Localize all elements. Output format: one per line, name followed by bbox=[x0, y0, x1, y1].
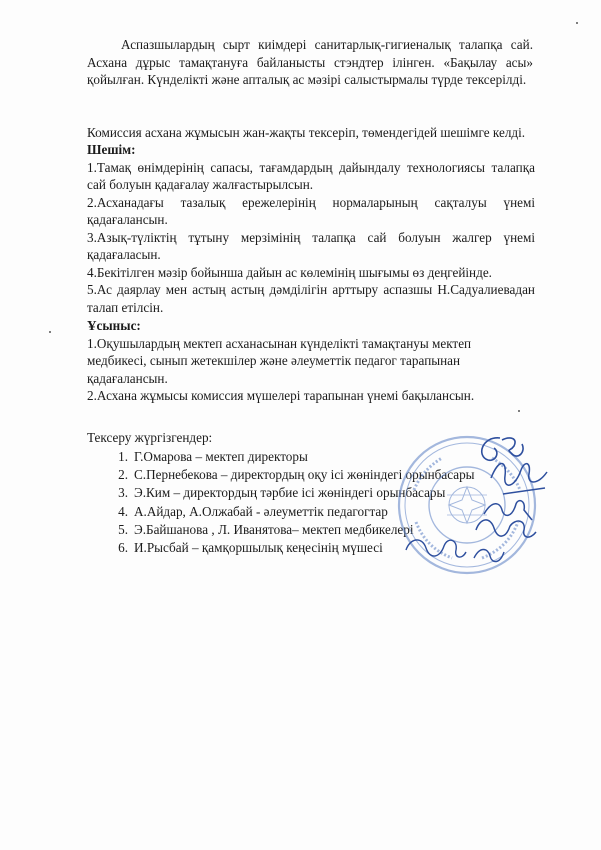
inspector-item-4: 4. А.Айдар, А.Олжабай - әлеуметтік педагогтар bbox=[118, 503, 388, 519]
inspector-item-1: 1. Г.Омарова – мектеп директоры bbox=[118, 449, 308, 464]
scan-speck bbox=[49, 331, 51, 333]
inspector-item-2: 2. С.Пернебекова – директордың оқу ісі жөніндегі орынбасары bbox=[118, 467, 475, 483]
signature-5 bbox=[400, 528, 470, 568]
decision-heading: Шешім: bbox=[87, 142, 136, 157]
proposal-section bbox=[87, 317, 517, 405]
proposal-item-1: 1.Оқушылардың мектеп асханасынан күнделікті тамақтануы мектеп медбикесі, сынып жетекшілер және әлеуметтік педагог тарапынан қадағалансын. bbox=[87, 335, 472, 386]
decision-item-5: 5.Ас даярлау мен астың астың дәмділігін арттыру аспазшы Н.Садуалиевадан талап етілсін. bbox=[87, 282, 535, 315]
scan-speck bbox=[576, 22, 578, 24]
decision-section bbox=[87, 141, 535, 316]
proposal-item-2: 2.Асхана жұмысы комиссия мүшелері тарапынан үнемі бақылансын. bbox=[87, 388, 475, 403]
decision-item-1: 1.Тамақ өнімдерінің сапасы, тағамдардың дайындалу технологиясы талапқа сай болуын қадағалау жалғастырылсын. bbox=[87, 159, 535, 192]
signature-6 bbox=[470, 540, 510, 570]
commission-statement: Комиссия асхана жұмысын жан-жақты тексеріп, төмендегідей шешімге келді. bbox=[87, 125, 526, 140]
inspector-item-6: 6. И.Рысбай – қамқоршылық кеңесінің мүшесі bbox=[118, 540, 383, 556]
proposal-heading: Ұсыныс: bbox=[87, 318, 141, 333]
decision-item-4: 4.Бекітілген мәзір бойынша дайын ас көлемінің шығымы өз деңгейінде. bbox=[87, 264, 492, 280]
inspector-item-3: 3. Э.Ким – директордың тәрбие ісі жөніндегі орынбасары bbox=[118, 485, 446, 501]
decision-item-3: 3.Азық-түліктің тұтыну мерзімінің талапқа сай болуын жалгер үнемі қадағаласын. bbox=[87, 229, 535, 262]
scan-speck bbox=[518, 410, 520, 412]
inspectors-heading: Тексеру жүргізгендер: bbox=[87, 430, 213, 445]
inspector-item-5: 5. Э.Байшанова , Л. Иванятова– мектеп медбикелері bbox=[118, 521, 414, 537]
intro-paragraph: Аспазшылардың сырт киімдері санитарлық-гигиеналық талапқа сай. Асхана дұрыс тамақтануға байланысты стэндтер ілінген. «Бақылау асы» қойылған. Күнделікті және апталық ас мәзірі салыстырмалы түрде тексерілді. bbox=[87, 37, 533, 87]
decision-item-2: 2.Асханадағы тазалық ережелерінің нормаларының сақталуы үнемі қадағалансын. bbox=[87, 194, 535, 227]
